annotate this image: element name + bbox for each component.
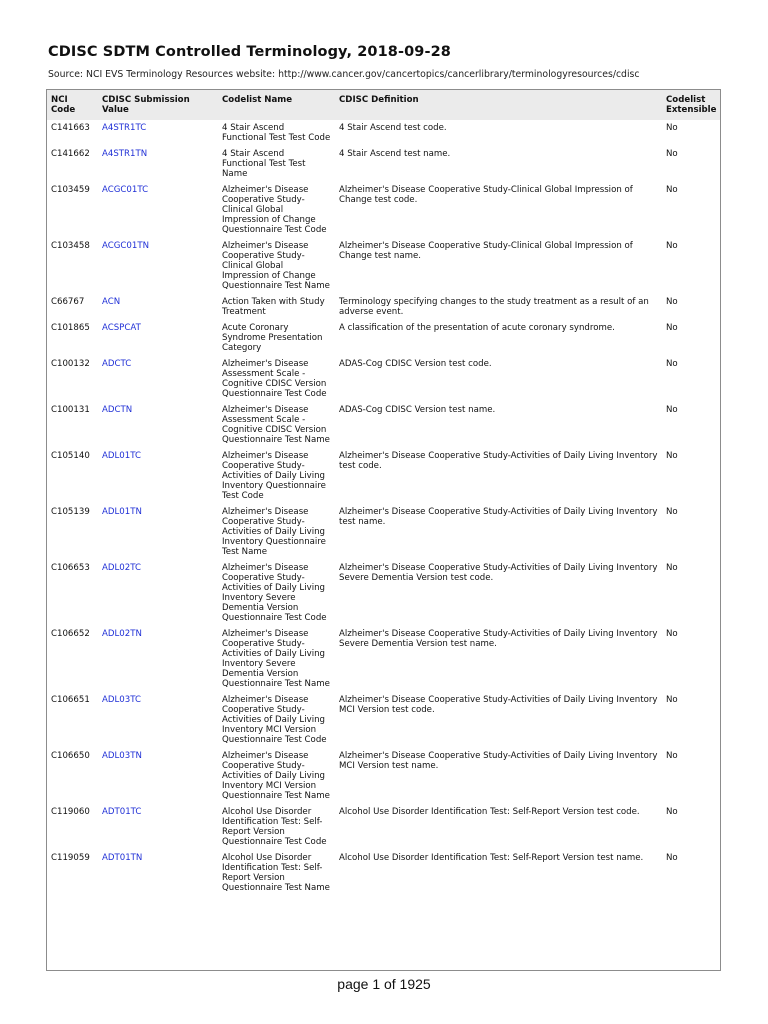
cell-nci-code: C100132	[51, 359, 90, 369]
table-row	[47, 448, 720, 504]
cell-codelist-name: Acute Coronary Syndrome Presentation Category	[222, 323, 323, 353]
cell-definition: Alzheimer's Disease Cooperative Study-Clinical Global Impression of Change test code.	[339, 185, 633, 205]
cell-extensible: No	[666, 853, 678, 863]
cell-definition: Alzheimer's Disease Cooperative Study-Activities of Daily Living Inventory MCI Version test name.	[339, 751, 658, 771]
cell-extensible: No	[666, 563, 678, 573]
table-row	[47, 850, 720, 896]
col-header-nci-code: NCI Code	[47, 90, 98, 120]
source-line: Source: NCI EVS Terminology Resources website: http://www.cancer.gov/cancertopics/cancerlibrary/terminologyresources/cdisc	[48, 69, 640, 80]
table-row	[47, 692, 720, 748]
col-header-submission-value: CDISC Submission Value	[98, 90, 218, 120]
cell-nci-code: C66767	[51, 297, 85, 307]
cell-submission-value[interactable]: ADT01TC	[102, 807, 142, 817]
table-row	[47, 146, 720, 182]
cell-nci-code: C141663	[51, 123, 90, 133]
cell-codelist-name: Action Taken with Study Treatment	[222, 297, 325, 317]
cell-codelist-name: Alzheimer's Disease Cooperative Study-Activities of Daily Living Inventory Questionnaire Test Code	[222, 451, 326, 501]
terminology-table-frame	[46, 89, 721, 971]
cell-codelist-name: Alzheimer's Disease Assessment Scale - Cognitive CDISC Version Questionnaire Test Code	[222, 359, 327, 399]
cell-nci-code: C105139	[51, 507, 90, 517]
page-number: page 1 of 1925	[337, 976, 431, 992]
cell-submission-value[interactable]: A4STR1TC	[102, 123, 147, 133]
cell-nci-code: C106650	[51, 751, 90, 761]
table-body	[47, 120, 720, 896]
cell-nci-code: C103458	[51, 241, 90, 251]
cell-submission-value[interactable]: ACGC01TC	[102, 185, 149, 195]
cell-definition: 4 Stair Ascend test code.	[339, 123, 447, 133]
cell-codelist-name: 4 Stair Ascend Functional Test Test Code	[222, 123, 331, 143]
table-row	[47, 120, 720, 146]
cell-submission-value[interactable]: ACGC01TN	[102, 241, 150, 251]
cell-submission-value[interactable]: ADL03TC	[102, 695, 141, 705]
cell-extensible: No	[666, 241, 678, 251]
cell-submission-value[interactable]: ADCTC	[102, 359, 132, 369]
cell-submission-value[interactable]: ADL01TN	[102, 507, 142, 517]
cell-codelist-name: Alzheimer's Disease Assessment Scale - Cognitive CDISC Version Questionnaire Test Name	[222, 405, 330, 445]
cell-nci-code: C106653	[51, 563, 90, 573]
cell-extensible: No	[666, 629, 678, 639]
cell-codelist-name: Alzheimer's Disease Cooperative Study-Activities of Daily Living Inventory MCI Version Questionnaire Test Code	[222, 695, 327, 745]
cell-definition: Terminology specifying changes to the study treatment as a result of an adverse event.	[339, 297, 649, 317]
table-row	[47, 320, 720, 356]
cell-definition: Alzheimer's Disease Cooperative Study-Activities of Daily Living Inventory MCI Version test code.	[339, 695, 658, 715]
cell-submission-value[interactable]: A4STR1TN	[102, 149, 148, 159]
table-row	[47, 402, 720, 448]
cell-definition: Alcohol Use Disorder Identification Test: Self-Report Version test name.	[339, 853, 644, 863]
table-row	[47, 238, 720, 294]
cell-codelist-name: Alzheimer's Disease Cooperative Study-Activities of Daily Living Inventory Severe Dementia Version Questionnaire Test Name	[222, 629, 330, 689]
cell-submission-value[interactable]: ACSPCAT	[102, 323, 141, 333]
cell-nci-code: C103459	[51, 185, 90, 195]
table-row	[47, 182, 720, 238]
cell-nci-code: C119060	[51, 807, 90, 817]
col-header-definition: CDISC Definition	[335, 90, 662, 120]
col-header-extensible: Codelist Extensible	[662, 90, 720, 120]
cell-extensible: No	[666, 359, 678, 369]
cell-submission-value[interactable]: ACN	[102, 297, 121, 307]
cell-codelist-name: Alzheimer's Disease Cooperative Study-Clinical Global Impression of Change Questionnaire Test Code	[222, 185, 327, 235]
cell-definition: ADAS-Cog CDISC Version test code.	[339, 359, 492, 369]
cell-definition: Alzheimer's Disease Cooperative Study-Clinical Global Impression of Change test name.	[339, 241, 633, 261]
cell-submission-value[interactable]: ADL01TC	[102, 451, 141, 461]
cell-extensible: No	[666, 123, 678, 133]
cell-extensible: No	[666, 149, 678, 159]
cell-codelist-name: Alzheimer's Disease Cooperative Study-Activities of Daily Living Inventory MCI Version Questionnaire Test Name	[222, 751, 330, 801]
cell-definition: ADAS-Cog CDISC Version test name.	[339, 405, 496, 415]
cell-nci-code: C119059	[51, 853, 90, 863]
cell-nci-code: C141662	[51, 149, 90, 159]
cell-submission-value[interactable]: ADCTN	[102, 405, 133, 415]
cell-nci-code: C106651	[51, 695, 90, 705]
cell-codelist-name: Alcohol Use Disorder Identification Test: Self-Report Version Questionnaire Test Name	[222, 853, 330, 893]
cell-extensible: No	[666, 451, 678, 461]
cell-submission-value[interactable]: ADL02TC	[102, 563, 141, 573]
table-row	[47, 626, 720, 692]
cell-codelist-name: Alcohol Use Disorder Identification Test: Self-Report Version Questionnaire Test Code	[222, 807, 327, 847]
cell-extensible: No	[666, 751, 678, 761]
cell-nci-code: C106652	[51, 629, 90, 639]
cell-definition: Alzheimer's Disease Cooperative Study-Activities of Daily Living Inventory test code.	[339, 451, 658, 471]
cell-submission-value[interactable]: ADT01TN	[102, 853, 143, 863]
cell-extensible: No	[666, 297, 678, 307]
col-header-codelist-name: Codelist Name	[218, 90, 335, 120]
table-row	[47, 560, 720, 626]
cell-extensible: No	[666, 405, 678, 415]
cell-definition: Alzheimer's Disease Cooperative Study-Activities of Daily Living Inventory Severe Dementia Version test code.	[339, 563, 658, 583]
cell-submission-value[interactable]: ADL03TN	[102, 751, 142, 761]
terminology-table	[47, 90, 720, 896]
cell-extensible: No	[666, 695, 678, 705]
table-row	[47, 294, 720, 320]
cell-nci-code: C100131	[51, 405, 90, 415]
cell-nci-code: C105140	[51, 451, 90, 461]
cell-definition: Alcohol Use Disorder Identification Test: Self-Report Version test code.	[339, 807, 640, 817]
cell-definition: Alzheimer's Disease Cooperative Study-Activities of Daily Living Inventory test name.	[339, 507, 658, 527]
cell-extensible: No	[666, 323, 678, 333]
cell-codelist-name: 4 Stair Ascend Functional Test Test Name	[222, 149, 306, 179]
cell-definition: A classification of the presentation of acute coronary syndrome.	[339, 323, 615, 333]
cell-codelist-name: Alzheimer's Disease Cooperative Study-Activities of Daily Living Inventory Questionnaire Test Name	[222, 507, 326, 557]
cell-extensible: No	[666, 185, 678, 195]
cell-definition: 4 Stair Ascend test name.	[339, 149, 451, 159]
table-row	[47, 748, 720, 804]
table-row	[47, 356, 720, 402]
cell-submission-value[interactable]: ADL02TN	[102, 629, 142, 639]
cell-extensible: No	[666, 807, 678, 817]
cell-definition: Alzheimer's Disease Cooperative Study-Activities of Daily Living Inventory Severe Dementia Version test name.	[339, 629, 658, 649]
cell-extensible: No	[666, 507, 678, 517]
cell-codelist-name: Alzheimer's Disease Cooperative Study-Clinical Global Impression of Change Questionnaire Test Name	[222, 241, 330, 291]
document-title: CDISC SDTM Controlled Terminology, 2018-09-28	[48, 44, 451, 60]
table-row	[47, 504, 720, 560]
table-row	[47, 804, 720, 850]
cell-nci-code: C101865	[51, 323, 90, 333]
cell-codelist-name: Alzheimer's Disease Cooperative Study-Activities of Daily Living Inventory Severe Dementia Version Questionnaire Test Code	[222, 563, 327, 623]
table-header-row	[47, 90, 720, 120]
